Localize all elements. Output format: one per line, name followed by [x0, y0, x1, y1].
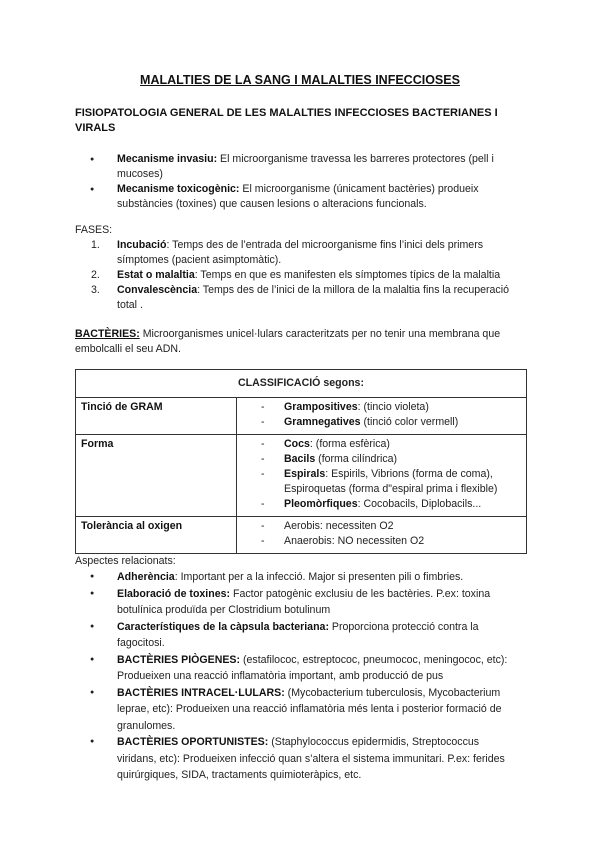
row-label: Tolerància al oxigen: [76, 517, 237, 554]
item: - Espirals: Espirils, Vibrions (forma de coma), Espiroquetas (forma d"espiral prima i flexible): [242, 467, 521, 497]
description: El microorganisme travessa les barreres protectores (pell i mucoses): [117, 153, 494, 180]
table-row: [76, 517, 527, 554]
list-item: ● BACTÈRIES PIÒGENES: (estafilococ, estreptococ, pneumococ, meningococ, etc): Produeixen una reacció inflamatòria important, amb producció de pus: [75, 652, 515, 685]
row-label: Forma: [76, 435, 237, 517]
list-item: [75, 238, 515, 268]
list-item: ● BACTÈRIES INTRACEL·LULARS: (Mycobacterium tuberculosis, Mycobacterium leprae, etc): Produeixen una reacció inflamatòria més lenta i posterior formació de granulomes.: [75, 685, 515, 735]
list-item: [75, 268, 515, 283]
table-row: [76, 398, 527, 435]
term: Mecanisme toxicogènic:: [117, 183, 240, 195]
aspects-list: [75, 569, 515, 784]
description: : Temps en que es manifesten els símptomes típics de la malaltia: [194, 269, 501, 281]
list-item: [75, 152, 510, 182]
table-row: [76, 435, 527, 517]
number: 1.: [91, 239, 100, 251]
description: El microorganisme (únicament bactèries) produeix substàncies (toxines) que causen lesions o alteracions funcionals.: [117, 183, 479, 210]
bacteria-definition: [75, 327, 520, 357]
item: - Anaerobis: NO necessiten O2: [242, 534, 521, 549]
row-label: Tinció de GRAM: [76, 398, 237, 435]
description: Microorganismes unicel·lulars caracteritzats per no tenir una membrana que embolcalli el seu ADN.: [75, 328, 501, 355]
row-items: [237, 435, 527, 517]
description: : Temps des de l’entrada del microorganisme fins l’inici dels primers símptomes (pacient asimptomàtic).: [117, 239, 484, 266]
row-items: [237, 398, 527, 435]
classification-table: [75, 369, 527, 554]
term: BACTÈRIES:: [75, 328, 140, 340]
item: - Grampositives: (tincio violeta): [242, 400, 521, 415]
item: - Cocs: (forma esfèrica): [242, 437, 521, 452]
phases-label: FASES:: [75, 224, 113, 236]
table-header: CLASSIFICACIÓ segons:: [76, 370, 527, 398]
document-title: MALALTIES DE LA SANG I MALALTIES INFECCIOSES: [140, 73, 460, 87]
list-item: ● BACTÈRIES OPORTUNISTES: (Staphylococcus epidermidis, Streptococcus viridans, etc): Produeixen infecció quan s’altera el sistema immunitari. P.ex: ferides quirúrgiques, SIDA, tractaments quimioteràpics, etc.: [75, 734, 515, 784]
item: - Gramnegatives (tinció color vermell): [242, 415, 521, 430]
item: - Aerobis: necessiten O2: [242, 519, 521, 534]
term: Mecanisme invasiu:: [117, 153, 218, 165]
aspects-label: Aspectes relacionats:: [75, 555, 176, 567]
section-heading: FISIOPATOLOGIA GENERAL DE LES MALALTIES INFECCIOSES BACTERIANES I VIRALS: [75, 107, 498, 134]
row-items: [237, 517, 527, 554]
item: - Pleomòrfiques: Cocobacils, Diplobacils...: [242, 497, 521, 512]
number: 3.: [91, 284, 100, 296]
list-item: ● Elaboració de toxines: Factor patogènic exclusiu de les bactèries. P.ex: toxina botulínica produïda per Clostridium botulinum: [75, 586, 515, 619]
list-item: ● Adherència: Important per a la infecció. Major si presenten pili o fimbries.: [75, 569, 515, 586]
list-item: [75, 283, 515, 313]
phases-list: [75, 238, 515, 313]
term: Incubació: [117, 239, 167, 251]
list-item: ● Característiques de la càpsula bacteriana: Proporciona protecció contra la fagocitosi.: [75, 619, 515, 652]
term: Estat o malaltia: [117, 269, 195, 281]
item: - Bacils (forma cilíndrica): [242, 452, 521, 467]
term: Convalescència: [117, 284, 198, 296]
mechanisms-list: [75, 152, 510, 212]
description: : Temps des de l’inici de la millora de la malaltia fins la recuperació total .: [117, 284, 509, 311]
number: 2.: [91, 269, 100, 281]
list-item: [75, 182, 510, 212]
